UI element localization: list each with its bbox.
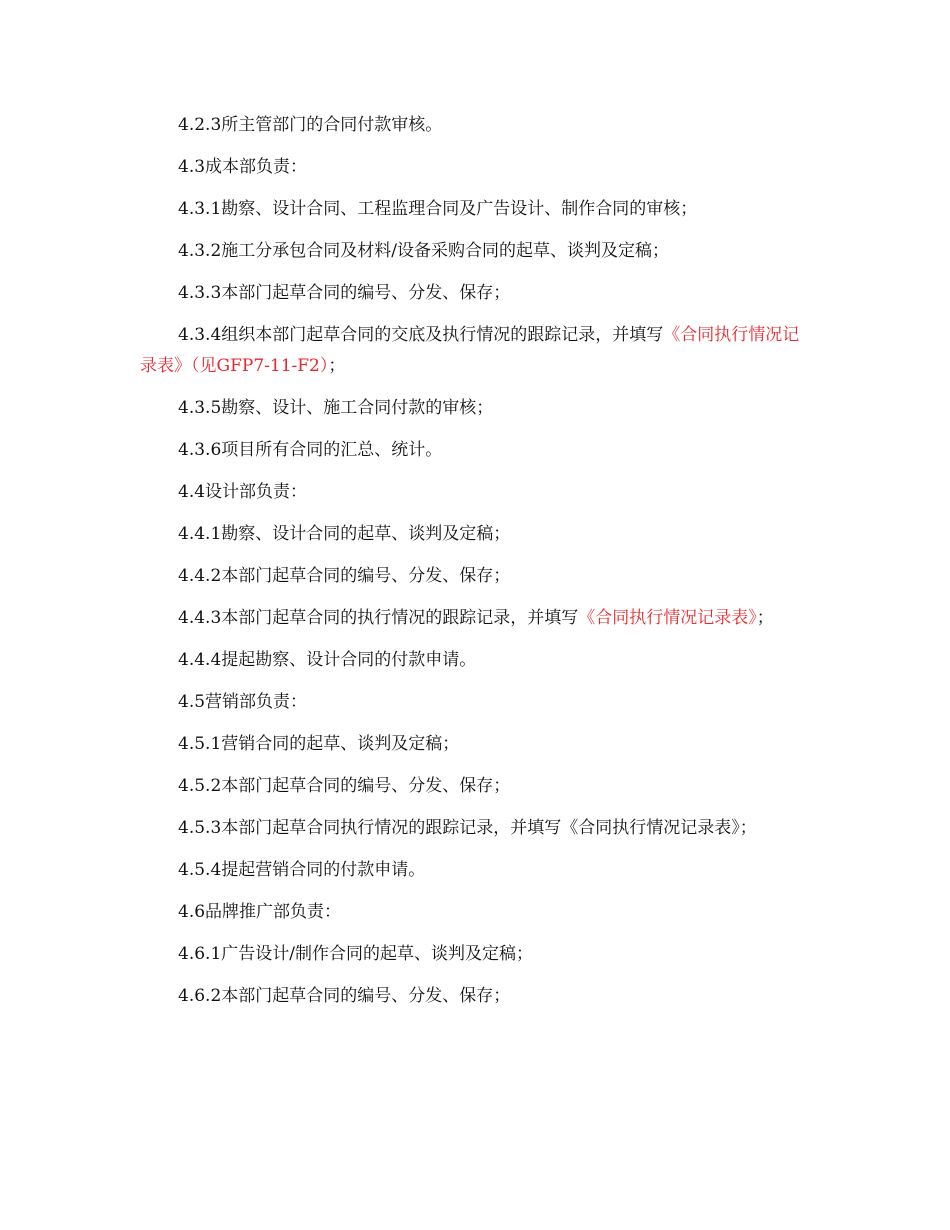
clause-4-3-3: 4.3.3本部门起草合同的编号、分发、保存； <box>178 283 511 303</box>
clause-4-4-heading: 4.4设计部负责： <box>178 482 308 502</box>
clause-4-5-4: 4.5.4提起营销合同的付款申请。 <box>178 860 426 880</box>
clause-4-5-3: 4.5.3本部门起草合同执行情况的跟踪记录，并填写《合同执行情况记录表》； <box>178 818 757 838</box>
clause-4-3-5: 4.3.5勘察、设计、施工合同付款的审核； <box>178 398 494 418</box>
clause-4-4-3-text: 4.4.3本部门起草合同的执行情况的跟踪记录，并填写 <box>178 608 579 628</box>
clause-4-3-4-end: ； <box>328 356 346 376</box>
clause-4-3-heading: 4.3成本部负责： <box>178 157 308 177</box>
clause-4-4-1: 4.4.1勘察、设计合同的起草、谈判及定稿； <box>178 524 511 544</box>
clause-4-4-2: 4.4.2本部门起草合同的编号、分发、保存； <box>178 566 511 586</box>
clause-4-6-2: 4.6.2本部门起草合同的编号、分发、保存； <box>178 986 511 1006</box>
clause-4-6-1: 4.6.1广告设计/制作合同的起草、谈判及定稿； <box>178 944 533 964</box>
clause-4-4-3 <box>140 603 815 634</box>
clause-4-5-heading: 4.5营销部负责： <box>178 692 308 712</box>
clause-4-5-1: 4.5.1营销合同的起草、谈判及定稿； <box>178 734 460 754</box>
clause-4-3-1: 4.3.1勘察、设计合同、工程监理合同及广告设计、制作合同的审核； <box>178 199 698 219</box>
clause-4-5-2: 4.5.2本部门起草合同的编号、分发、保存； <box>178 776 511 796</box>
clause-4-4-4: 4.4.4提起勘察、设计合同的付款申请。 <box>178 650 477 670</box>
clause-4-6-heading: 4.6品牌推广部负责： <box>178 902 342 922</box>
record-form-reference: 《合同执行情况记录表》 <box>578 608 757 628</box>
clause-4-4-3-end: ； <box>756 608 774 628</box>
clause-4-3-2: 4.3.2施工分承包合同及材料/设备采购合同的起草、谈判及定稿； <box>178 241 669 261</box>
clause-4-3-4 <box>140 320 815 382</box>
clause-4-3-4-text: 4.3.4组织本部门起草合同的交底及执行情况的跟踪记录，并填写 <box>178 325 664 345</box>
document-body <box>140 110 815 1023</box>
clause-4-2-3: 4.2.3所主管部门的合同付款审核。 <box>178 115 443 135</box>
record-form-reference: 《合同执行情况记录表》（见GFP7-11-F2） <box>140 325 800 376</box>
clause-4-3-6: 4.3.6项目所有合同的汇总、统计。 <box>178 440 443 460</box>
